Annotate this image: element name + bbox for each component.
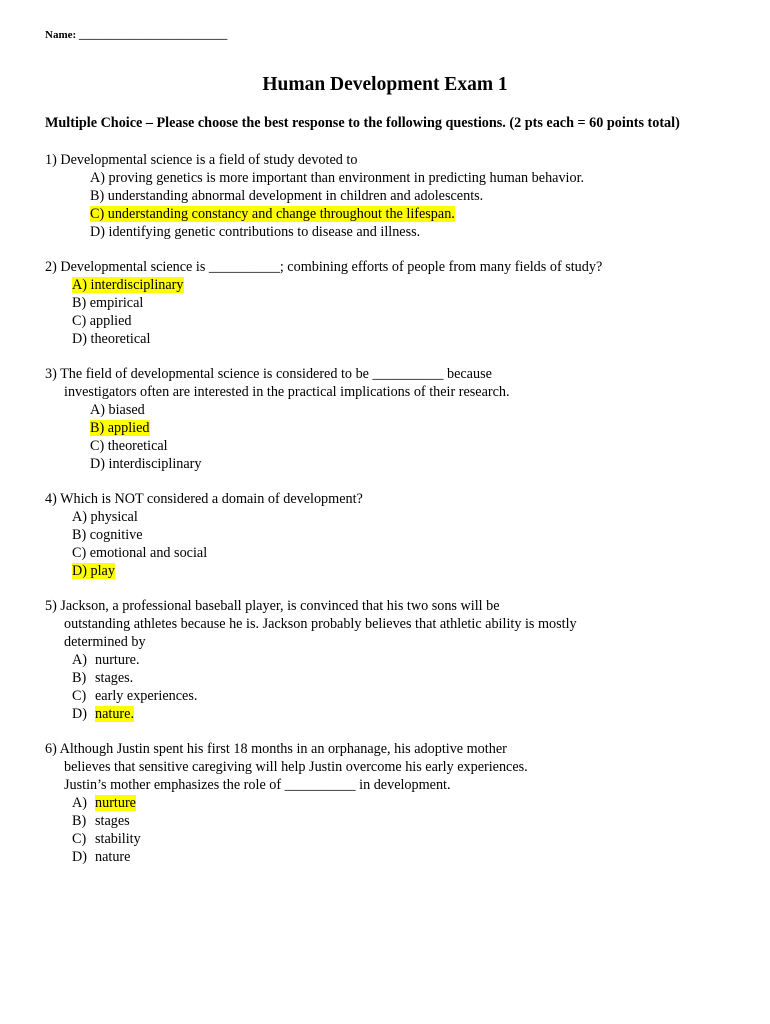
question-stem: 1) Developmental science is a field of study devoted to [45, 152, 358, 168]
question-stem: believes that sensitive caregiving will help Justin overcome his early experiences. [64, 759, 528, 775]
option-letter: B) [72, 670, 87, 686]
answer-option [72, 848, 130, 866]
answer-option: A) biased [90, 402, 145, 418]
option-text: stages [95, 813, 130, 829]
answer-option [72, 651, 140, 669]
answer-option: D) identifying genetic contributions to disease and illness. [90, 224, 421, 240]
answer-option-highlighted [72, 705, 134, 723]
option-text: stability [95, 831, 141, 847]
answer-option: C) theoretical [90, 438, 168, 454]
question-stem: 5) Jackson, a professional baseball player, is convinced that his two sons will be [45, 598, 500, 614]
answer-highlight: nature. [95, 706, 134, 722]
question-stem: 3) The field of developmental science is considered to be __________ because [45, 366, 492, 382]
instructions: Multiple Choice – Please choose the best response to the following questions. (2 pts each = 60 points total) [45, 115, 680, 131]
answer-option-highlighted [72, 562, 115, 580]
option-letter: B) [72, 813, 87, 829]
answer-option: B) cognitive [72, 527, 143, 543]
answer-highlight: A) interdisciplinary [72, 277, 184, 293]
answer-option [72, 830, 141, 848]
answer-option: D) theoretical [72, 331, 151, 347]
question-stem: 6) Although Justin spent his first 18 months in an orphanage, his adoptive mother [45, 741, 507, 757]
answer-option: B) empirical [72, 295, 144, 311]
option-letter: C) [72, 831, 87, 847]
answer-option-highlighted [90, 419, 150, 437]
answer-highlight: D) play [72, 563, 115, 579]
option-text: nature [95, 849, 131, 865]
answer-option [72, 812, 130, 830]
answer-highlight: B) applied [90, 420, 150, 436]
answer-option-highlighted [72, 794, 136, 812]
option-text: stages. [95, 670, 134, 686]
answer-option-highlighted [90, 205, 455, 223]
question-stem: outstanding athletes because he is. Jackson probably believes that athletic ability is mostly [64, 616, 577, 632]
question-stem: investigators often are interested in the practical implications of their research. [64, 384, 510, 400]
answer-option: C) emotional and social [72, 545, 208, 561]
question-stem: 2) Developmental science is __________; combining efforts of people from many fields of study? [45, 259, 603, 275]
option-letter: A) [72, 795, 87, 811]
option-letter: D) [72, 849, 87, 865]
page-title: Human Development Exam 1 [262, 74, 508, 95]
question-stem: Justin’s mother emphasizes the role of __________ in development. [64, 777, 451, 793]
answer-option [72, 669, 133, 687]
answer-option: A) proving genetics is more important than environment in predicting human behavior. [90, 170, 585, 186]
question-stem: determined by [64, 634, 146, 650]
answer-highlight: C) understanding constancy and change throughout the lifespan. [90, 206, 455, 222]
answer-highlight: nurture [95, 795, 136, 811]
question-stem: 4) Which is NOT considered a domain of development? [45, 491, 363, 507]
option-letter: C) [72, 688, 87, 704]
answer-option-highlighted [72, 276, 184, 294]
answer-option: B) understanding abnormal development in children and adolescents. [90, 188, 484, 204]
option-letter: A) [72, 652, 87, 668]
answer-option [72, 687, 197, 705]
option-text: nurture. [95, 652, 140, 668]
answer-option: D) interdisciplinary [90, 456, 202, 472]
option-letter: D) [72, 706, 87, 722]
answer-option: A) physical [72, 509, 138, 525]
answer-option: C) applied [72, 313, 132, 329]
option-text: early experiences. [95, 688, 198, 704]
name-field-label: Name: ___________________________ [45, 29, 228, 41]
